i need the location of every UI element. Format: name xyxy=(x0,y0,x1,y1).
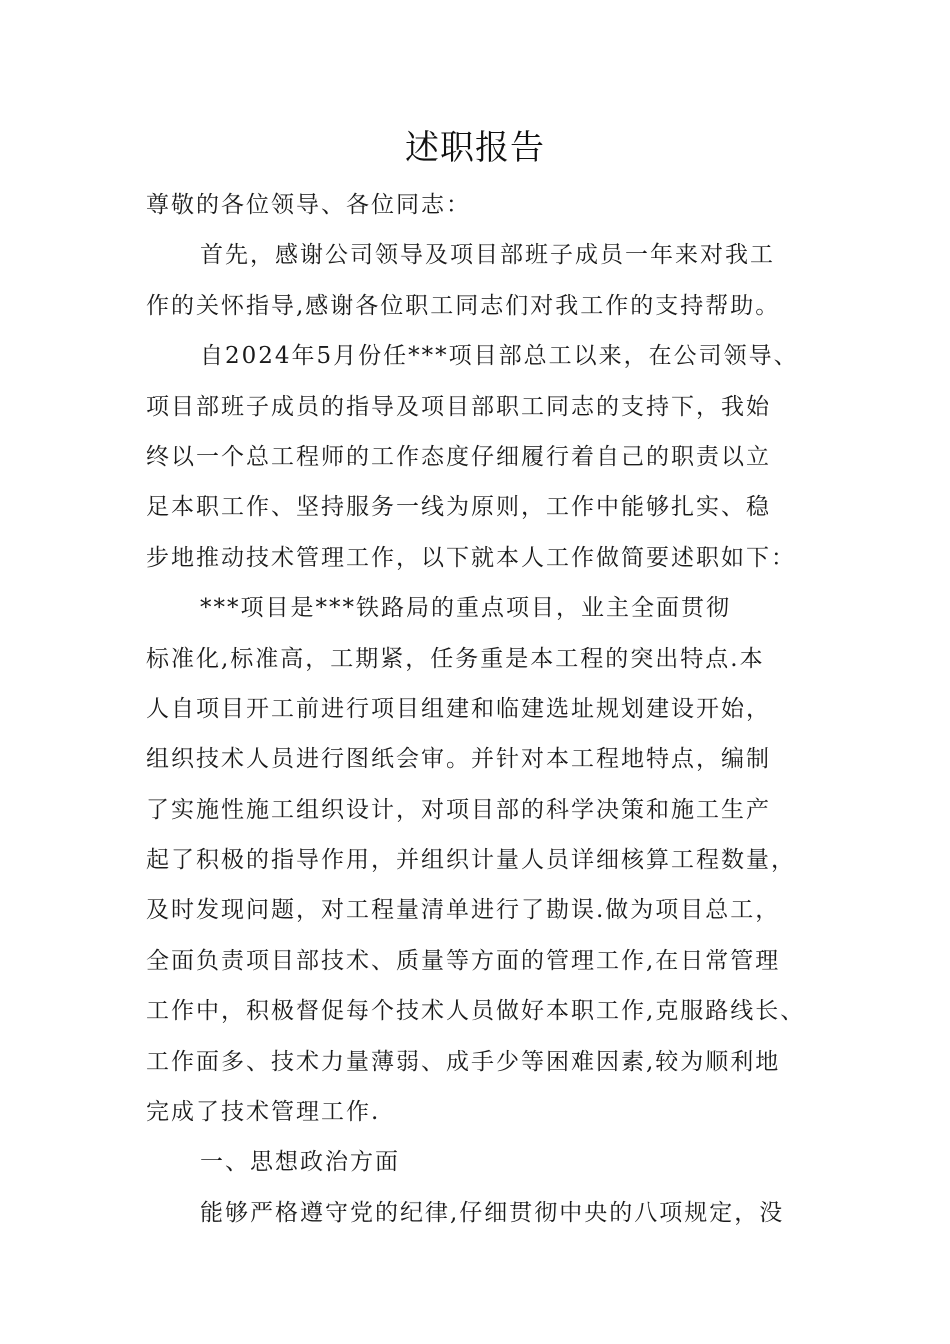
paragraph-line: 及时发现问题，对工程量清单进行了勘误.做为项目总工， xyxy=(146,897,781,924)
paragraph-line: 首先，感谢公司领导及项目部班子成员一年来对我工 xyxy=(200,242,775,269)
paragraph-line: 工作面多、技术力量薄弱、成手少等困难因素,较为顺利地 xyxy=(146,1048,781,1075)
paragraph-line: 完成了技术管理工作. xyxy=(146,1099,381,1126)
paragraph-line: 能够严格遵守党的纪律,仔细贯彻中央的八项规定，没 xyxy=(200,1199,785,1226)
paragraph-line: 尊敬的各位领导、各位同志： xyxy=(146,192,471,218)
paragraph-line: 步地推动技术管理工作，以下就本人工作做简要述职如下： xyxy=(146,544,796,571)
document-body xyxy=(146,180,810,1238)
paragraph-line: 自2024年5月份任***项目部总工以来，在公司领导、 xyxy=(200,343,799,370)
paragraph-line: 工作中，积极督促每个技术人员做好本职工作,克服路线长、 xyxy=(146,998,806,1025)
paragraph-line: ***项目是***铁路局的重点项目，业主全面贯彻 xyxy=(200,595,731,622)
document-title: 述职报告 xyxy=(405,128,545,168)
paragraph-line: 人自项目开工前进行项目组建和临建选址规划建设开始， xyxy=(146,695,771,722)
paragraph-line: 起了积极的指导作用，并组织计量人员详细核算工程数量， xyxy=(146,847,796,874)
paragraph-line: 作的关怀指导,感谢各位职工同志们对我工作的支持帮助。 xyxy=(146,292,781,319)
paragraph-line: 终以一个总工程师的工作态度仔细履行着自己的职责以立 xyxy=(146,443,771,470)
paragraph-line: 标准化,标准高，工期紧，任务重是本工程的突出特点.本 xyxy=(146,645,765,672)
paragraph-line: 组织技术人员进行图纸会审。并针对本工程地特点，编制 xyxy=(146,746,771,773)
paragraph-line: 了实施性施工组织设计，对项目部的科学决策和施工生产 xyxy=(146,796,771,823)
paragraph-line: 项目部班子成员的指导及项目部职工同志的支持下，我始 xyxy=(146,393,771,420)
paragraph-line: 全面负责项目部技术、质量等方面的管理工作,在日常管理 xyxy=(146,947,781,974)
paragraph-line: 足本职工作、坚持服务一线为原则，工作中能够扎实、稳 xyxy=(146,494,771,521)
paragraph-line: 一、思想政治方面 xyxy=(200,1149,400,1176)
